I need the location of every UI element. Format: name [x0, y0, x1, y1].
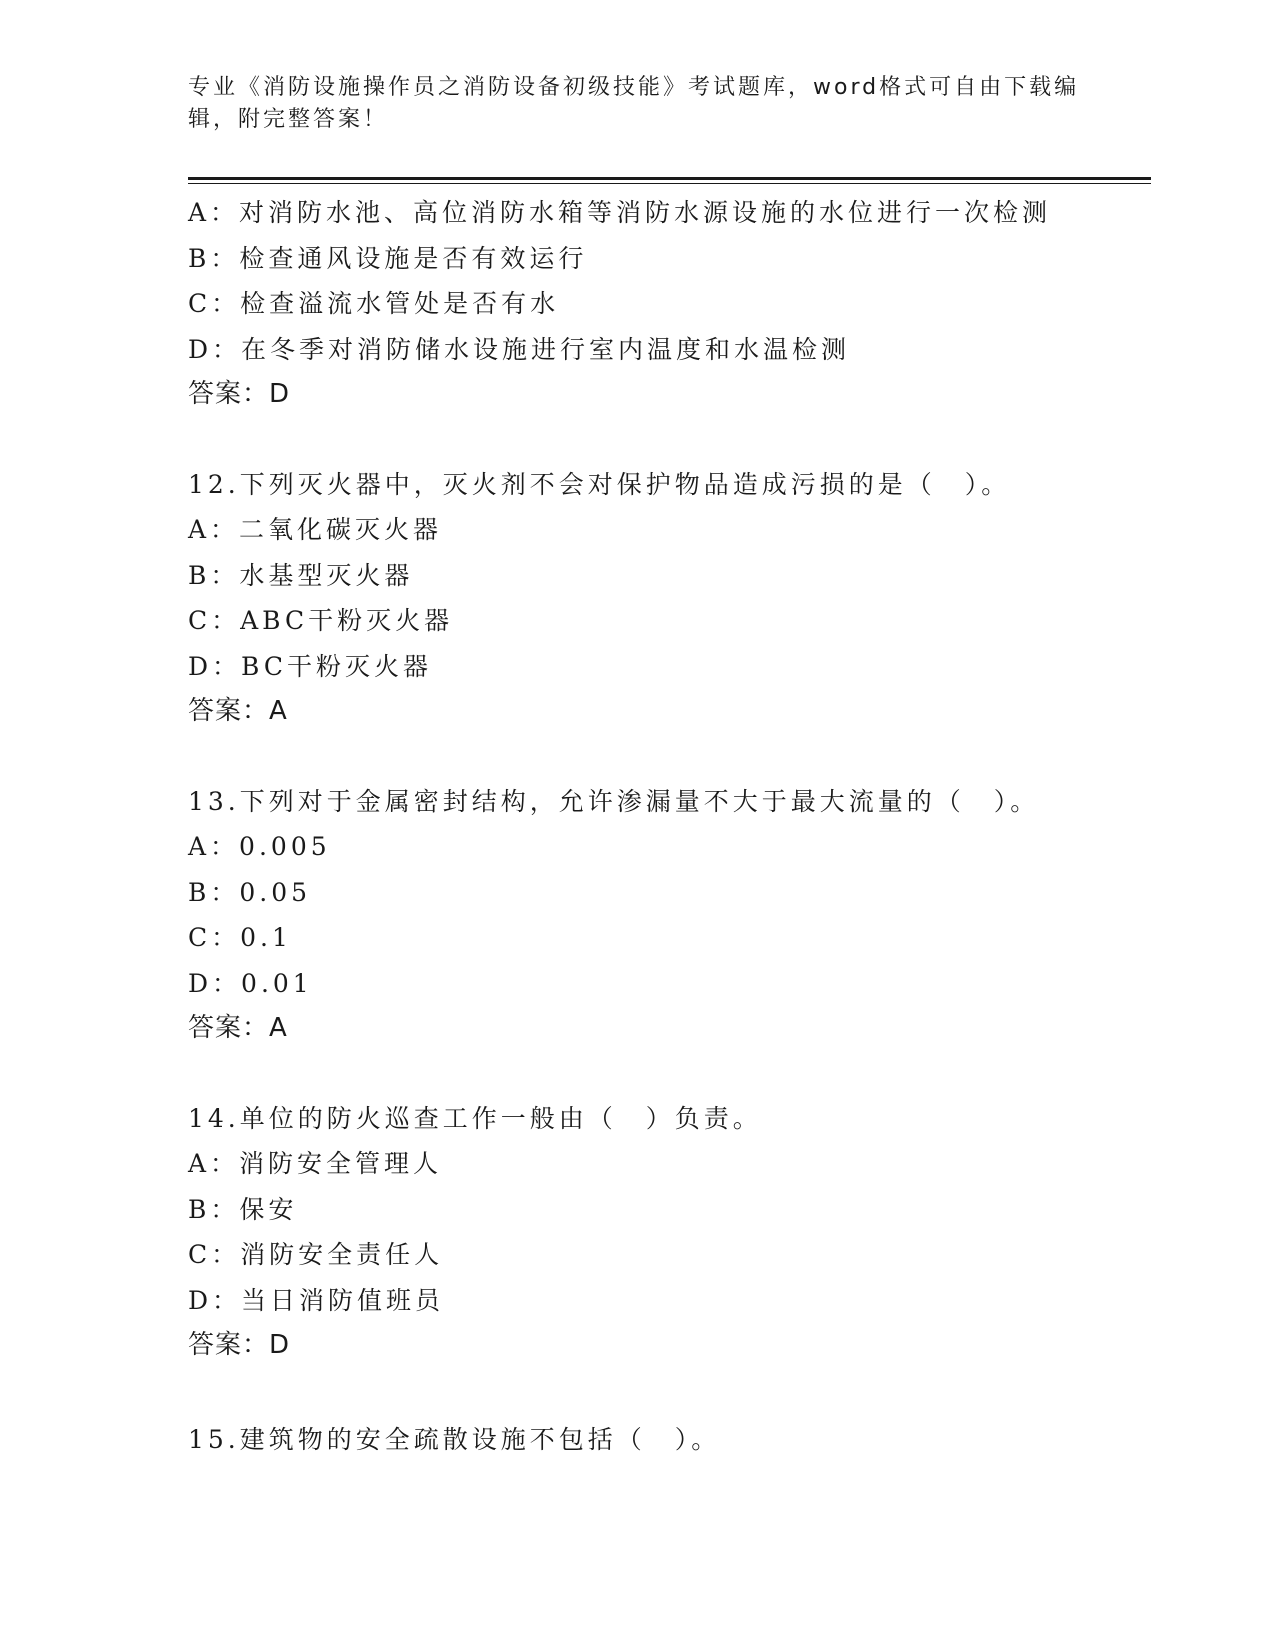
option-d: D：当日消防值班员 — [188, 1285, 445, 1315]
option-d: D：在冬季对消防储水设施进行室内温度和水温检测 — [188, 334, 851, 364]
answer-line: 答案：D — [188, 1330, 291, 1360]
option-c: C：消防安全责任人 — [188, 1240, 444, 1269]
option-d: D：0.01 — [188, 968, 313, 998]
option-a: A：消防安全管理人 — [188, 1149, 443, 1178]
question-block-14 — [188, 1096, 1138, 1369]
question-text: 13.下列对于金属密封结构，允许渗漏量不大于最大流量的（ ）。 — [188, 786, 1040, 816]
question-block-15 — [188, 1417, 1138, 1463]
option-c: C：0.1 — [188, 923, 292, 952]
option-b: B：检查通风设施是否有效运行 — [188, 243, 588, 273]
question-text: 12.下列灭火器中，灭火剂不会对保护物品造成污损的是（ ）。 — [188, 469, 1011, 499]
option-d: D：BC干粉灭火器 — [188, 651, 433, 681]
option-a: A：二氧化碳灭火器 — [188, 515, 443, 544]
option-b: B：0.05 — [188, 877, 312, 907]
document-intro: 专业《消防设施操作员之消防设备初级技能》考试题库，word格式可自由下载编辑，附完整答案！ — [188, 75, 1080, 132]
question-text: 15.建筑物的安全疏散设施不包括（ ）。 — [188, 1424, 721, 1454]
answer-line: 答案：A — [188, 1013, 288, 1043]
question-text: 14.单位的防火巡查工作一般由（ ）负责。 — [188, 1103, 762, 1133]
question-block-12 — [188, 462, 1138, 735]
question-list — [188, 190, 1138, 1462]
option-b: B：水基型灭火器 — [188, 560, 414, 590]
option-b: B：保安 — [188, 1194, 298, 1224]
header-rule-thick — [188, 177, 1151, 180]
answer-line: 答案：A — [188, 696, 288, 726]
option-c: C：ABC干粉灭火器 — [188, 606, 454, 635]
question-block-13 — [188, 779, 1138, 1052]
question-block-previous — [188, 190, 1138, 418]
option-c: C：检查溢流水管处是否有水 — [188, 289, 560, 318]
answer-line: 答案：D — [188, 379, 291, 409]
option-a: A：0.005 — [188, 832, 331, 861]
option-a: A：对消防水池、高位消防水箱等消防水源设施的水位进行一次检测 — [188, 198, 1052, 227]
header-rule-thin — [188, 183, 1151, 184]
